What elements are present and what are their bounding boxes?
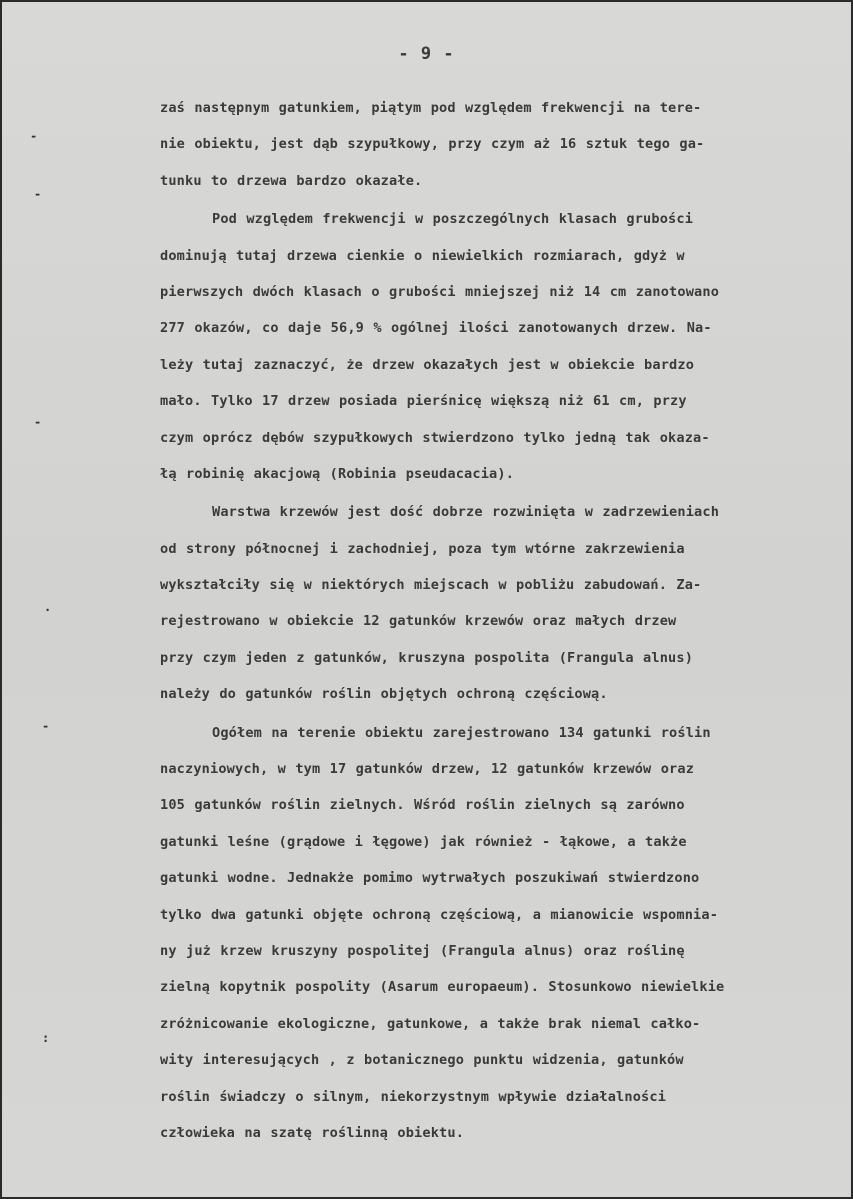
text-line: 277 okazów, co daje 56,9 % ogólnej ilości zanotowanych drzew. Na- [160, 320, 712, 337]
text-line: od strony północnej i zachodniej, poza tym wtórne zakrzewienia [160, 540, 685, 557]
text-line: dominują tutaj drzewa cienkie o niewielkich rozmiarach, gdyż w [160, 247, 685, 264]
paragraph-first-line: Ogółem na terenie obiektu zarejestrowano 134 gatunki roślin [212, 724, 711, 741]
text-line: mało. Tylko 17 drzew posiada pierśnicę większą niż 61 cm, przy [160, 393, 687, 410]
text-line: rejestrowano w obiekcie 12 gatunków krzewów oraz małych drzew [160, 613, 677, 630]
text-line: pierwszych dwóch klasach o grubości mniejszej niż 14 cm zanotowano [160, 283, 720, 300]
text-line: nie obiektu, jest dąb szypułkowy, przy czym aż 16 sztuk tego ga- [160, 136, 705, 153]
text-line: ny już krzew kruszyny pospolitej (Frangula alnus) oraz roślinę [160, 942, 685, 959]
text-line: łą robinię akacjową (Robinia pseudacacia). [160, 465, 515, 482]
text-line: leży tutaj zaznaczyć, że drzew okazałych jest w obiekcie bardzo [160, 356, 695, 373]
margin-mark: - [42, 719, 50, 733]
text-line: wykształciły się w niektórych miejscach w pobliżu zabudowań. Za- [160, 577, 702, 594]
margin-mark: : [42, 1031, 50, 1045]
text-line: czym oprócz dębów szypułkowych stwierdzono tylko jedną tak okaza- [160, 429, 710, 446]
text-line: 105 gatunków roślin zielnych. Wśród roślin zielnych są zarówno [160, 797, 685, 814]
text-line: tunku to drzewa bardzo okazałe. [160, 172, 423, 189]
text-line: przy czym jeden z gatunków, kruszyna pospolita (Frangula alnus) [160, 649, 694, 666]
text-line: roślin świadczy o silnym, niekorzystnym wpływie działalności [160, 1088, 667, 1105]
page-number: - 9 - [398, 44, 455, 64]
text-line: zielną kopytnik pospolity (Asarum europaeum). Stosunkowo niewielkie [160, 979, 725, 996]
paragraph-first-line: Warstwa krzewów jest dość dobrze rozwinięta w zadrzewieniach [212, 504, 720, 521]
text-line: człowieka na szatę roślinną obiektu. [160, 1124, 465, 1141]
text-line: zaś następnym gatunkiem, piątym pod względem frekwencji na tere- [160, 100, 702, 116]
text-line: gatunki wodne. Jednakże pomimo wytrwałych poszukiwań stwierdzono [160, 870, 700, 887]
margin-mark: · [44, 603, 52, 617]
paragraph-first-line: Pod względem frekwencji w poszczególnych klasach grubości [212, 211, 694, 228]
body-text [160, 90, 832, 1151]
margin-mark: - [34, 415, 42, 429]
text-line: gatunki leśne (grądowe i łęgowe) jak również - łąkowe, a także [160, 833, 687, 850]
text-line: należy do gatunków roślin objętych ochroną częściową. [160, 686, 608, 703]
text-line: wity interesujących , z botanicznego punktu widzenia, gatunków [160, 1052, 684, 1069]
margin-mark: - [34, 187, 42, 201]
text-line: zróżnicowanie ekologiczne, gatunkowe, a także brak niemal całko- [160, 1015, 701, 1032]
margin-mark: - [30, 129, 38, 143]
text-line: tylko dwa gatunki objęte ochroną częściową, a mianowicie wspomnia- [160, 906, 719, 923]
text-line: naczyniowych, w tym 17 gatunków drzew, 12 gatunków krzewów oraz [160, 761, 695, 778]
